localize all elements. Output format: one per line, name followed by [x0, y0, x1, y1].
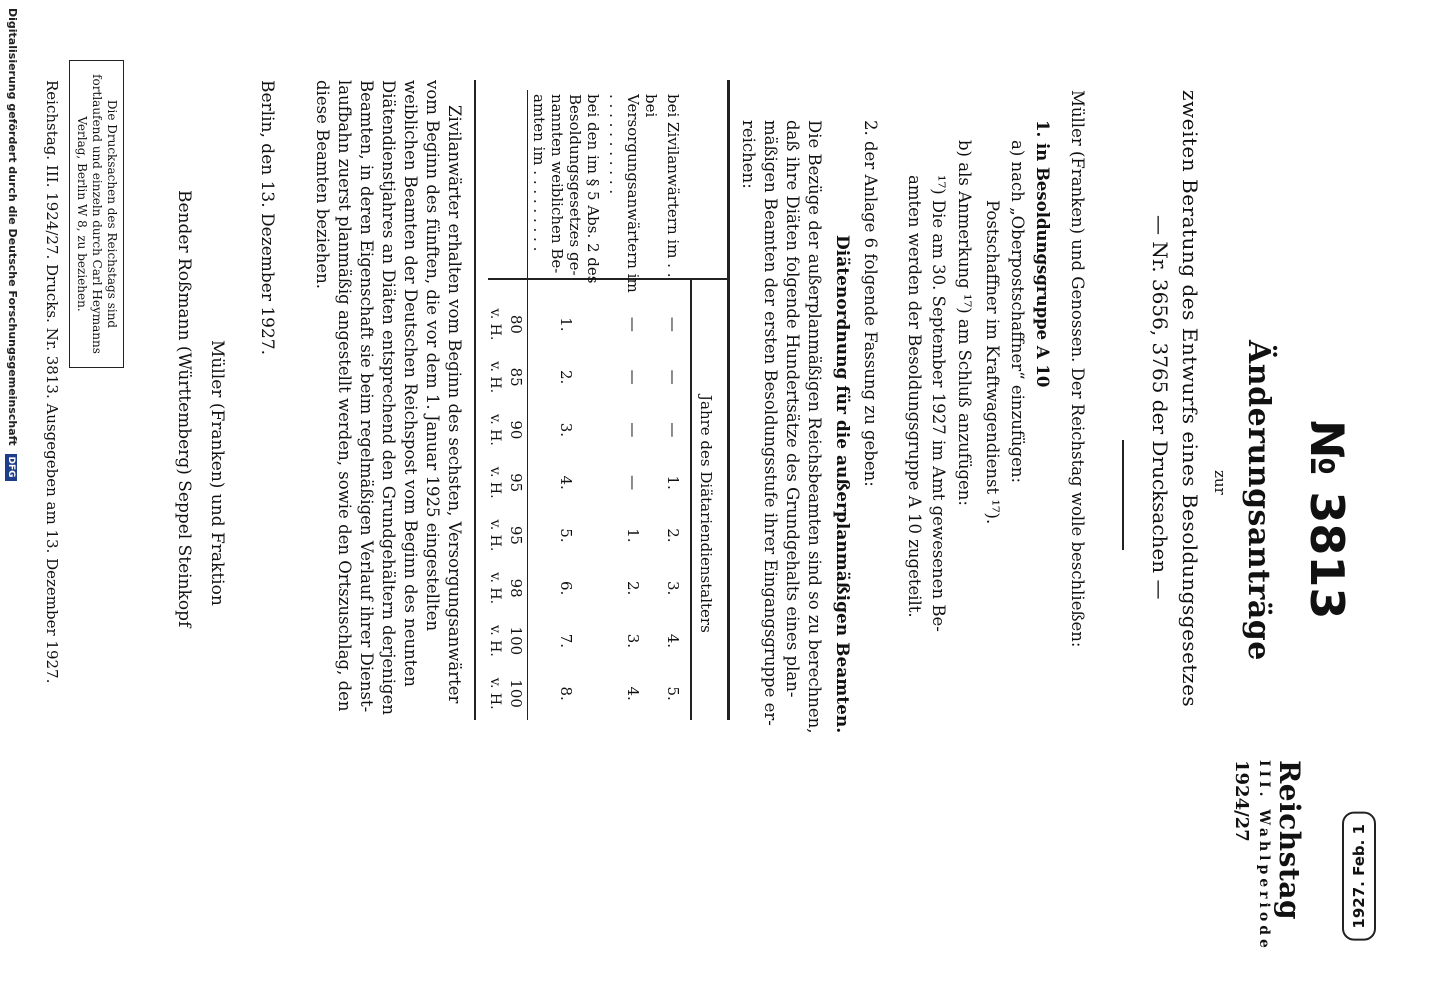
item-1-note-line-2: amten werden der Besoldungsgruppe A 10 zugeteilt.: [905, 175, 924, 618]
closing-line-3: weiblichen Beamten der Deutschen Reichspost vom Beginn des neunten: [401, 80, 420, 687]
title-divider: [1122, 440, 1124, 550]
digitisation-credit-text: Digitalisierung gefördert durch die Deutsche Forschungsgemeinschaft: [6, 8, 19, 446]
table-cell: 2.: [557, 369, 575, 385]
closing-line-2: vom Beginn des fünften, die vor dem 1. Januar 1925 eingestellten: [423, 80, 442, 632]
table-cell: —: [664, 369, 682, 385]
table-cell: 3.: [664, 580, 682, 596]
item-1b: b) als Anmerkung ¹⁷) am Schluß anzufügen:: [955, 140, 974, 506]
unit-cell: v. H.: [487, 677, 503, 710]
table-cell: 7.: [557, 633, 575, 649]
closing-line-4: Diätendienstjahres an Diäten entsprechend den Grundgehältern derjenigen: [379, 80, 398, 715]
table-cell: 4.: [664, 633, 682, 649]
publisher-note-box: Die Drucksachen des Reichstags sind fortlaufend und einzeln durch Carl Heymanns Verlag, Berlin W 8, zu beziehen.: [69, 60, 124, 368]
closing-line-7: diese Beamten beziehen.: [313, 80, 332, 290]
table-cell: —: [624, 316, 642, 332]
percent-cell: 90: [507, 420, 525, 440]
table-header-rule: [691, 280, 693, 720]
table-row: [485, 90, 505, 720]
item-1-note-line-1: ¹⁷) Die am 30. September 1927 im Amt gewesenen Be-: [929, 175, 948, 632]
table-cell: 2.: [664, 528, 682, 543]
table-row: [662, 90, 684, 720]
table-cell: 5.: [664, 686, 682, 701]
reichstag-heading: Reichstag: [1273, 760, 1306, 921]
table-cell: —: [624, 422, 642, 438]
zur-label: zur: [1211, 470, 1229, 495]
item-1a-cont: Postschaffner im Kraftwagendienst ¹⁷).: [983, 200, 1002, 525]
subtitle-line-2: — Nr. 3656, 3765 der Drucksachen —: [1148, 215, 1172, 600]
table-cell: 1.: [557, 317, 575, 332]
table-top-rule: [727, 80, 730, 720]
table-cell: 4.: [557, 475, 575, 490]
percent-cell: 100: [507, 679, 525, 708]
row-label: bei Versorgungsanwärtern im . . . . . . . . . . .: [606, 94, 660, 293]
diaeten-table: [485, 90, 684, 720]
row-label: bei den im § 5 Abs. 2 des Besoldungsgesetzes ge- nannten weiblichen Be- amten im . . . . . . . . .: [530, 94, 602, 284]
table-row: [604, 90, 662, 720]
item-2-heading: 2. der Anlage 6 folgende Fassung zu geben:: [861, 120, 880, 487]
signature-line-1: Müller (Franken) und Fraktion: [207, 340, 227, 606]
table-row: [528, 90, 605, 720]
table-cell: 1.: [624, 528, 642, 543]
digitisation-credit: [5, 8, 19, 481]
table-cell: —: [664, 422, 682, 438]
table-cell: 3.: [557, 422, 575, 438]
percent-cell: 85: [507, 367, 525, 387]
footer-line: Reichstag. III. 1924/27. Drucks. Nr. 3813. Ausgegeben am 13. Dezember 1927.: [43, 80, 61, 684]
table-cell: —: [624, 475, 642, 491]
percent-cell: 95: [507, 525, 525, 545]
unit-cell: v. H.: [487, 361, 503, 394]
wahlperiode-label: III. Wahlperiode: [1256, 760, 1272, 952]
date-line: Berlin, den 13. Dezember 1927.: [257, 80, 277, 356]
section-para-line-4: reichen:: [739, 120, 758, 189]
percent-cell: 100: [507, 626, 525, 656]
table-cell: 2.: [624, 580, 642, 596]
percent-cell: 98: [507, 578, 525, 598]
unit-cell: v. H.: [487, 624, 503, 657]
document-number: № 3813: [1300, 420, 1354, 620]
table-header: Jahre des Diätariendienstalters: [697, 395, 715, 633]
table-cell: 8.: [557, 686, 575, 701]
percent-cell: 80: [507, 314, 525, 334]
motion-intro: Müller (Franken) und Genossen. Der Reichstag wolle beschließen:: [1068, 90, 1087, 648]
section-para-line-2: daß ihre Diäten folgende Hundertsätze des Grundgehalts eines plan-: [783, 120, 802, 698]
closing-line-6: laufbahn zuerst planmäßig angestellt werden, sowie den Ortszuschlag, den: [335, 80, 354, 712]
row-label: bei Zivilanwärtern im . .: [664, 94, 682, 278]
signature-line-2: Bender Roßmann (Württemberg) Seppel Steinkopf: [174, 190, 194, 628]
document-title: Änderungsanträge: [1241, 340, 1276, 661]
table-cell: —: [624, 369, 642, 385]
period-years: 1924/27: [1231, 760, 1252, 842]
table-bottom-rule: [474, 80, 476, 720]
section-para-line-1: Die Bezüge der außerplanmäßigen Reichsbeamten sind so zu berechnen,: [805, 120, 824, 734]
subtitle-line-1: zweiten Beratung des Entwurfs eines Besoldungsgesetzes: [1178, 90, 1202, 708]
percent-cell: 95: [507, 473, 525, 493]
unit-cell: v. H.: [487, 413, 503, 446]
table-cell: 5.: [557, 528, 575, 543]
table-cell: —: [664, 316, 682, 332]
table-cell: 1.: [664, 475, 682, 490]
unit-cell: v. H.: [487, 466, 503, 499]
archive-stamp: 1927. Feb. 1: [1342, 812, 1376, 941]
unit-cell: v. H.: [487, 519, 503, 552]
table-cell: 3.: [624, 633, 642, 649]
section-title: Diätenordnung für die außerplanmäßigen Beamten.: [832, 235, 852, 734]
closing-line-5: Beamten, in deren Eigenschaft sie beim regelmäßigen Verlauf ihrer Dienst-: [357, 80, 376, 713]
table-cell: 6.: [557, 580, 575, 596]
closing-line-1: Zivilanwärter erhalten vom Beginn des sechsten, Versorgungsanwärter: [445, 105, 464, 704]
item-1-heading: 1. in Besoldungsgruppe A 10: [1033, 120, 1052, 388]
table-row: [505, 90, 528, 720]
table-cell: 4.: [624, 686, 642, 701]
dfg-logo: DFG: [5, 454, 17, 481]
unit-cell: v. H.: [487, 308, 503, 341]
section-para-line-3: mäßigen Beamten der ersten Besoldungsstufe ihrer Eingangsgruppe er-: [761, 120, 780, 726]
unit-cell: v. H.: [487, 572, 503, 605]
item-1a: a) nach „Oberpostschaffner“ einzufügen:: [1008, 140, 1027, 484]
